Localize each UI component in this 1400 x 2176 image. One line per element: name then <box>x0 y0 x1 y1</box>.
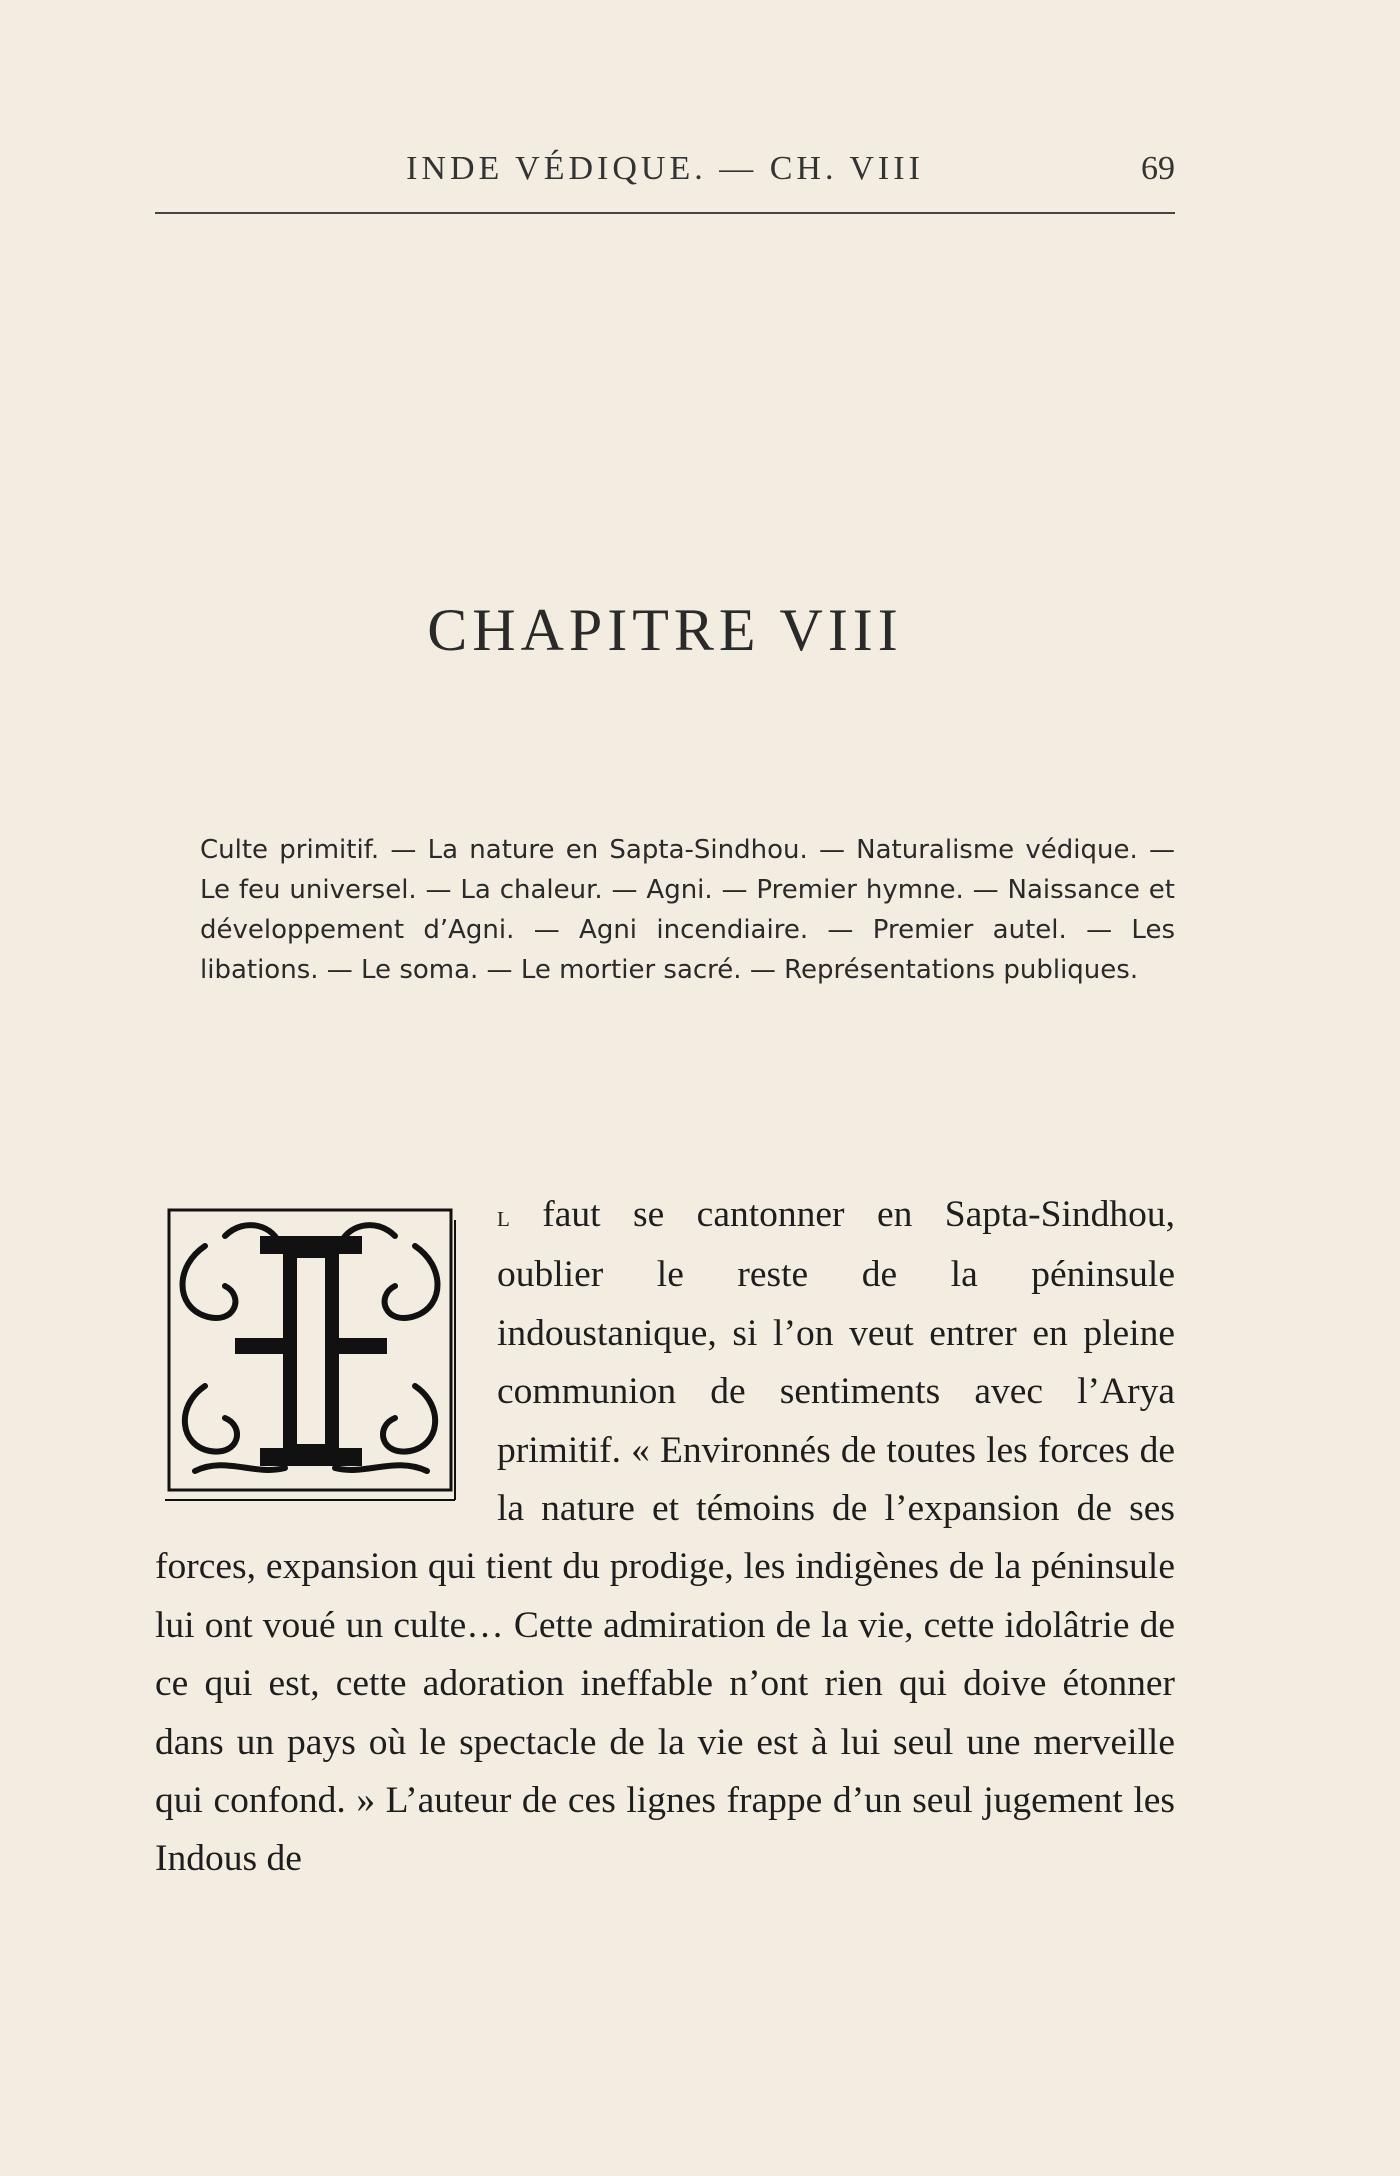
running-head <box>155 150 1175 190</box>
ornamental-initial <box>165 1206 457 1504</box>
chapter-summary: Culte primitif. — La nature en Sapta-Sindhou. — Naturalisme védique. — Le feu universel. — La chaleur. — Agni. — Premier hymne. — Naissance et développement d’Agni. — Agni incendiaire. — Premier autel. — Les libations. — Le soma. — Le mortier sacré. — Représentations publiques. <box>200 835 1175 985</box>
running-title: INDE VÉDIQUE. — CH. VIII <box>406 150 924 187</box>
page-number: 69 <box>1141 150 1175 187</box>
lead-letter: l <box>497 1200 510 1233</box>
body-text: faut se cantonner en Sapta-Sindhou, oublier le reste de la péninsule indoustanique, si l’on veut entrer en pleine communion de sentiments avec l’Arya primitif. « Environnés de toutes les forces de la nature et témoins de l’expansion de ses forces, expansion qui tient du prodige, les indigènes de la péninsule lui ont voué un culte… Cette admiration de la vie, cette idolâtrie de ce qui est, cette adoration ineffable n’ont rien qui doive étonner dans un pays où le spectacle de la vie est à lui seul une merveille qui confond. » L’auteur de ces lignes frappe d’un seul jugement les Indous de <box>155 1194 1175 1880</box>
header-rule <box>155 212 1175 214</box>
initial-letter-inner <box>297 1258 325 1444</box>
chapter-title: CHAPITRE VIII <box>427 597 903 663</box>
